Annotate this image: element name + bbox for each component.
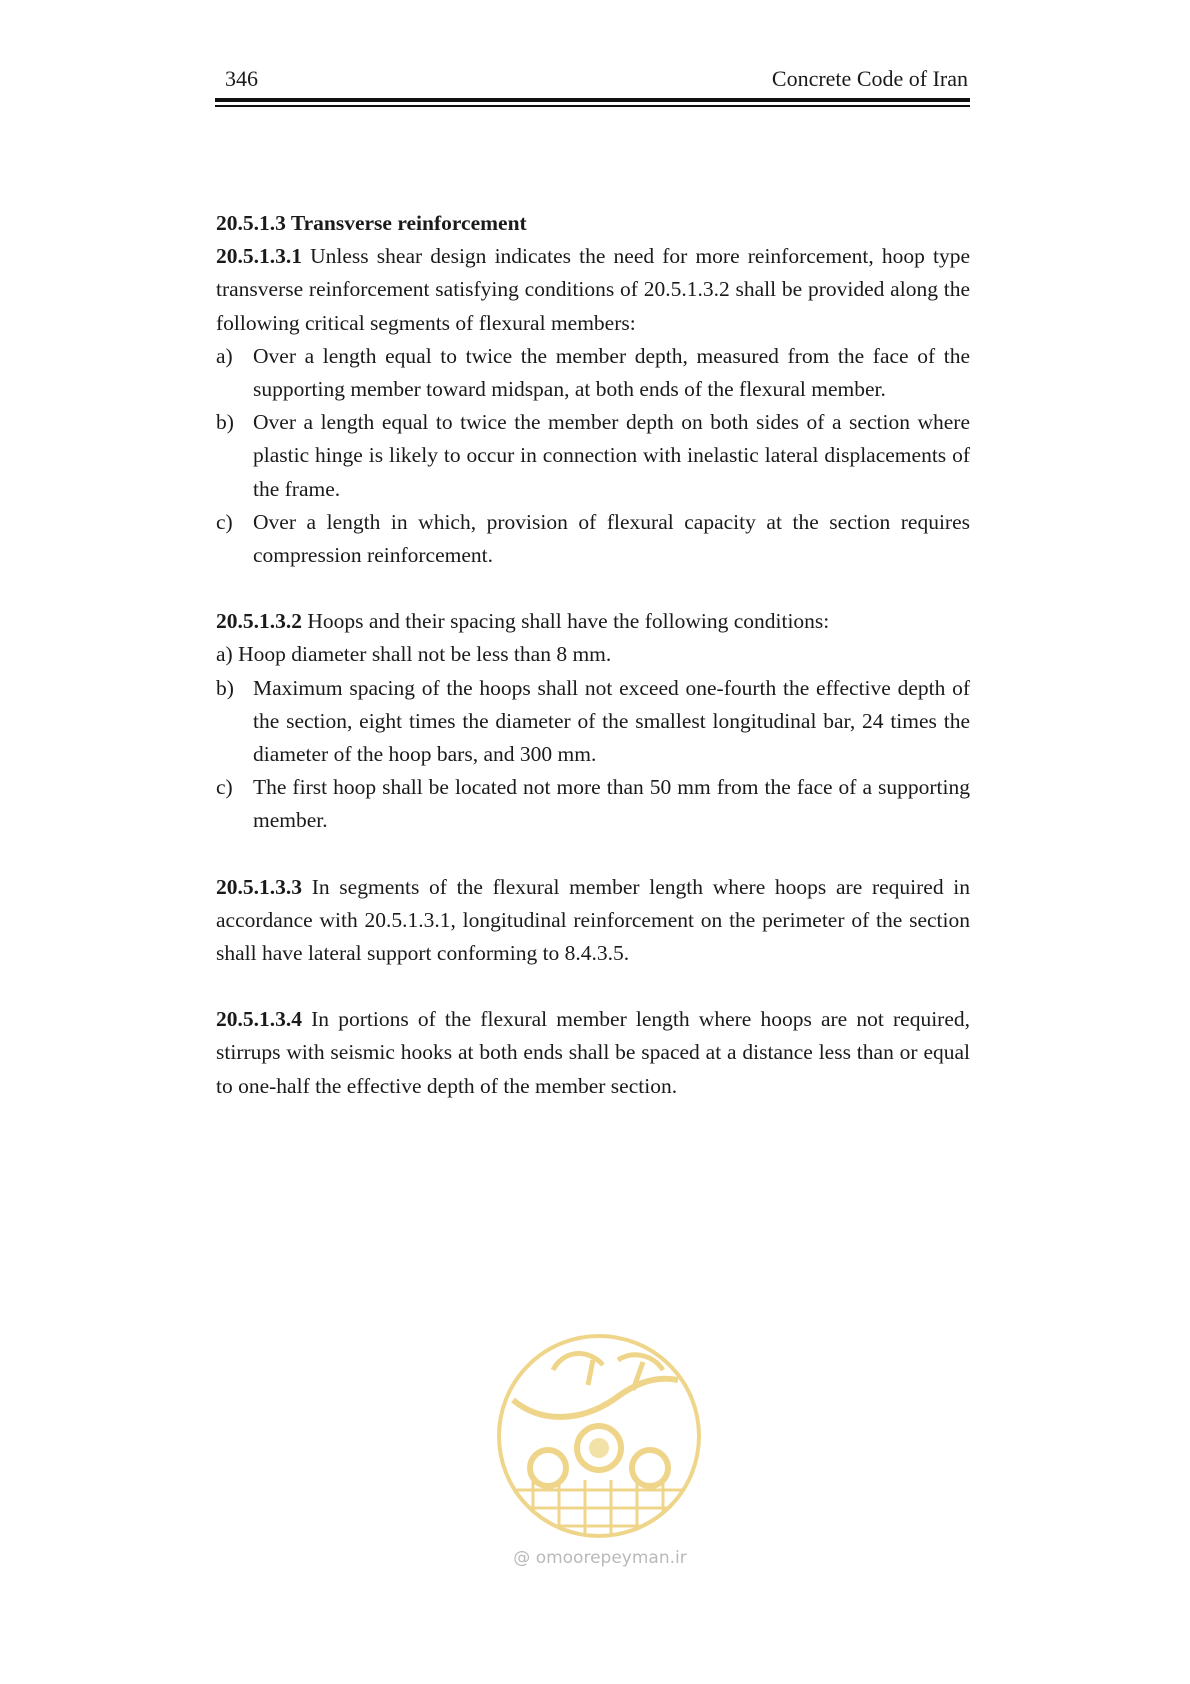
header-rule-thick xyxy=(215,98,970,102)
list-item-text: Over a length in which, provision of flexural capacity at the section requires compression reinforcement. xyxy=(253,509,970,568)
clause-number: 20.5.1.3.3 xyxy=(216,874,302,899)
list-item xyxy=(216,340,970,406)
list-item xyxy=(216,406,970,506)
list-marker: b) xyxy=(216,675,234,700)
list-item-text: Over a length equal to twice the member depth, measured from the face of the supporting member toward midspan, at both ends of the flexural member. xyxy=(253,343,970,402)
paragraph-gap xyxy=(216,838,970,871)
paragraph-text: In portions of the flexural member length where hoops are not required, stirrups with seismic hooks at both ends shall be spaced at a distance less than or equal to one-half the effective depth of the member section. xyxy=(216,1007,970,1098)
paragraph-text: In segments of the flexural member length where hoops are required in accordance with 20.5.1.3.1, longitudinal reinforcement on the perimeter of the section shall have lateral support conforming to 8.4.3.5. xyxy=(216,874,970,966)
watermark-url: @ omoorepeyman.ir xyxy=(513,1548,687,1568)
list-hoop-conditions xyxy=(216,638,970,837)
list-item-text: Maximum spacing of the hoops shall not exceed one-fourth the effective depth of the section, eight times the diameter of the smallest longitudinal bar, 24 times the diameter of the hoop bars, and 300 mm. xyxy=(253,675,970,767)
header-rule-thin xyxy=(215,105,970,107)
paragraph-gap xyxy=(216,572,970,605)
clause-number: 20.5.1.3.4 xyxy=(216,1007,302,1032)
paragraph-20-5-1-3-3 xyxy=(216,871,970,971)
paragraph-text: Unless shear design indicates the need for more reinforcement, hoop type transverse reinforcement satisfying conditions of 20.5.1.3.2 shall be provided along the following critical segments of flexural members: xyxy=(216,244,970,335)
list-item xyxy=(216,672,970,772)
paragraph-20-5-1-3-4 xyxy=(216,1003,970,1103)
list-item xyxy=(216,638,970,671)
paragraph-20-5-1-3-1 xyxy=(216,240,970,340)
paragraph-20-5-1-3-2 xyxy=(216,605,970,638)
list-item-text: Hoop diameter shall not be less than 8 mm. xyxy=(238,642,612,667)
page-number: 346 xyxy=(225,66,258,91)
list-item-text: Over a length equal to twice the member depth on both sides of a section where plastic hinge is likely to occur in connection with inelastic lateral displacements of the frame. xyxy=(253,410,970,501)
list-marker: a) xyxy=(216,343,233,368)
list-marker: a) xyxy=(216,642,233,667)
list-critical-segments xyxy=(216,340,970,572)
list-item xyxy=(216,771,970,837)
list-item-text: The first hoop shall be located not more than 50 mm from the face of a supporting member. xyxy=(253,775,970,833)
paragraph-gap xyxy=(216,970,970,1003)
list-marker: c) xyxy=(216,509,233,534)
section-heading: 20.5.1.3 Transverse reinforcement xyxy=(216,211,527,235)
paragraph-text: Hoops and their spacing shall have the following conditions: xyxy=(302,609,830,634)
watermark-seal-icon xyxy=(493,1330,705,1542)
clause-number: 20.5.1.3.1 xyxy=(216,244,302,269)
page-header xyxy=(215,62,970,98)
list-marker: b) xyxy=(216,410,234,435)
clause-number: 20.5.1.3.2 xyxy=(216,609,302,634)
body-text xyxy=(216,207,970,1103)
running-title: Concrete Code of Iran xyxy=(771,66,968,91)
list-marker: c) xyxy=(216,775,233,800)
list-item xyxy=(216,506,970,572)
